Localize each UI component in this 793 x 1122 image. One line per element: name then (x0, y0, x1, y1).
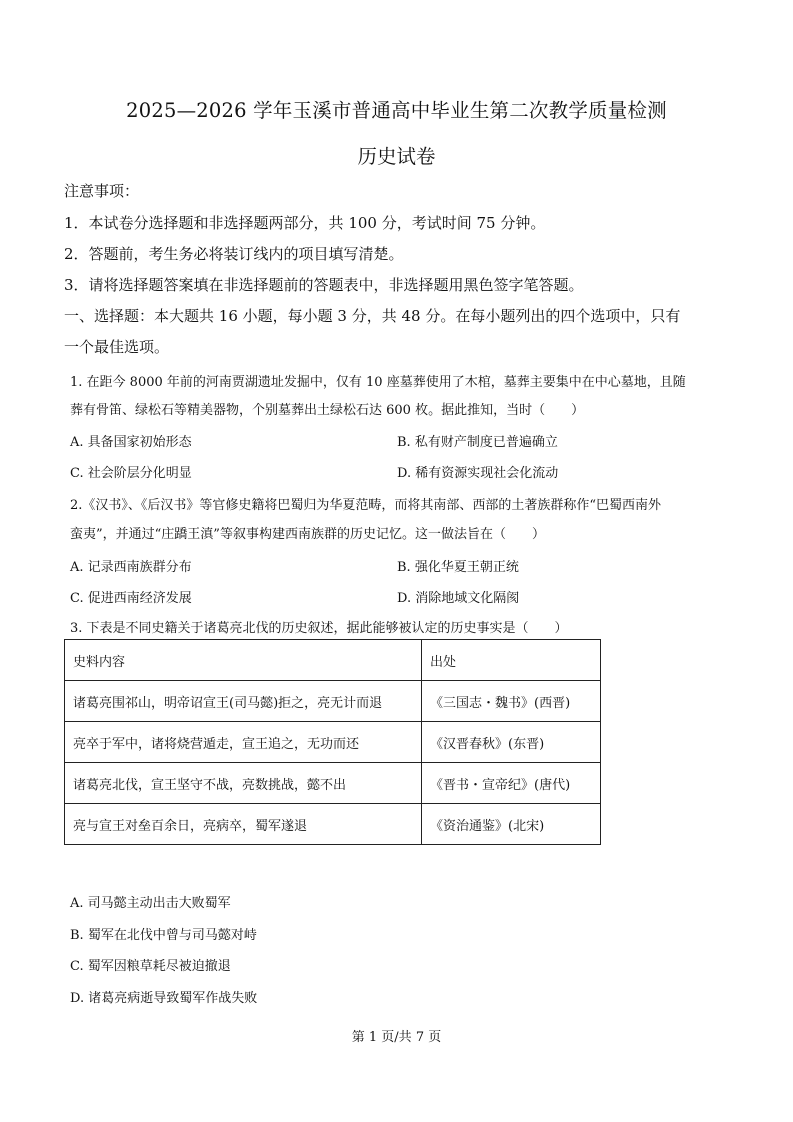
q2-stem-line2: 蛮夷”，并通过“庄蹻王滇”等叙事构建西南族群的历史记忆。这一做法旨在（ ） (70, 527, 545, 542)
q1-option-b: B. 私有财产制度已普遍确立 (397, 435, 558, 450)
section-instruction-line2: 一个最佳选项。 (64, 338, 170, 356)
q2-option-c: C. 促进西南经济发展 (70, 591, 192, 606)
table-row (65, 681, 601, 722)
table-header-source: 出处 (422, 640, 601, 681)
notice-item-2: 2．答题前，考生务必将装订线内的项目填写清楚。 (64, 245, 404, 263)
table-cell-source: 《资治通鉴》(北宋) (422, 804, 601, 845)
q1-option-c: C. 社会阶层分化明显 (70, 466, 192, 481)
q3-option-c: C. 蜀军因粮草耗尽被迫撤退 (70, 959, 231, 974)
table-header-content: 史料内容 (65, 640, 422, 681)
table-cell-content: 诸葛亮北伐，宣王坚守不战，亮数挑战，懿不出 (65, 763, 422, 804)
q1-stem-line1: 1. 在距今 8000 年前的河南贾湖遗址发掘中，仅有 10 座墓葬使用了木棺，墓葬主要集中在中心墓地，且随 (70, 375, 686, 390)
q3-option-d: D. 诸葛亮病逝导致蜀军作战失败 (70, 991, 258, 1006)
table-cell-content: 亮卒于军中，诸将烧营遁走，宣王追之，无功而还 (65, 722, 422, 763)
q3-option-b: B. 蜀军在北伐中曾与司马懿对峙 (70, 928, 257, 943)
q2-option-b: B. 强化华夏王朝正统 (397, 560, 519, 575)
table-cell-content: 亮与宣王对垒百余日，亮病卒，蜀军遂退 (65, 804, 422, 845)
source-table (64, 639, 601, 845)
section-instruction-line1: 一、选择题：本大题共 16 小题，每小题 3 分，共 48 分。在每小题列出的四个选项中，只有 (64, 307, 681, 325)
table-cell-source: 《晋书・宣帝纪》(唐代) (422, 763, 601, 804)
notice-item-1: 1．本试卷分选择题和非选择题两部分，共 100 分，考试时间 75 分钟。 (64, 214, 546, 232)
q1-stem-line2: 葬有骨笛、绿松石等精美器物，个别墓葬出土绿松石达 600 枚。据此推知，当时（ ） (70, 403, 585, 418)
notice-heading: 注意事项： (64, 182, 140, 200)
notice-item-3: 3．请将选择题答案填在非选择题前的答题表中，非选择题用黑色签字笔答题。 (64, 276, 584, 294)
exam-title: 2025—2026 学年玉溪市普通高中毕业生第二次教学质量检测 (126, 99, 667, 122)
q1-option-a: A. 具备国家初始形态 (70, 435, 192, 450)
table-header-row (65, 640, 601, 681)
table-cell-source: 《汉晋春秋》(东晋) (422, 722, 601, 763)
q2-option-d: D. 消除地域文化隔阂 (397, 591, 520, 606)
q2-option-a: A. 记录西南族群分布 (70, 560, 192, 575)
exam-subtitle: 历史试卷 (357, 145, 436, 168)
table-row (65, 763, 601, 804)
table-cell-content: 诸葛亮围祁山，明帝诏宣王(司马懿)拒之，亮无计而退 (65, 681, 422, 722)
table-cell-source: 《三国志・魏书》(西晋) (422, 681, 601, 722)
table-row (65, 804, 601, 845)
page-number: 第 1 页/共 7 页 (351, 1030, 442, 1045)
table-row (65, 722, 601, 763)
q3-option-a: A. 司马懿主动出击大败蜀军 (70, 896, 231, 911)
q3-stem: 3. 下表是不同史籍关于诸葛亮北伐的历史叙述，据此能够被认定的历史事实是（ ） (70, 621, 568, 636)
q1-option-d: D. 稀有资源实现社会化流动 (397, 466, 559, 481)
q2-stem-line1: 2.《汉书》、《后汉书》等官修史籍将巴蜀归为华夏范畴，而将其南部、西部的土著族群称作“巴蜀西南外 (70, 498, 662, 513)
